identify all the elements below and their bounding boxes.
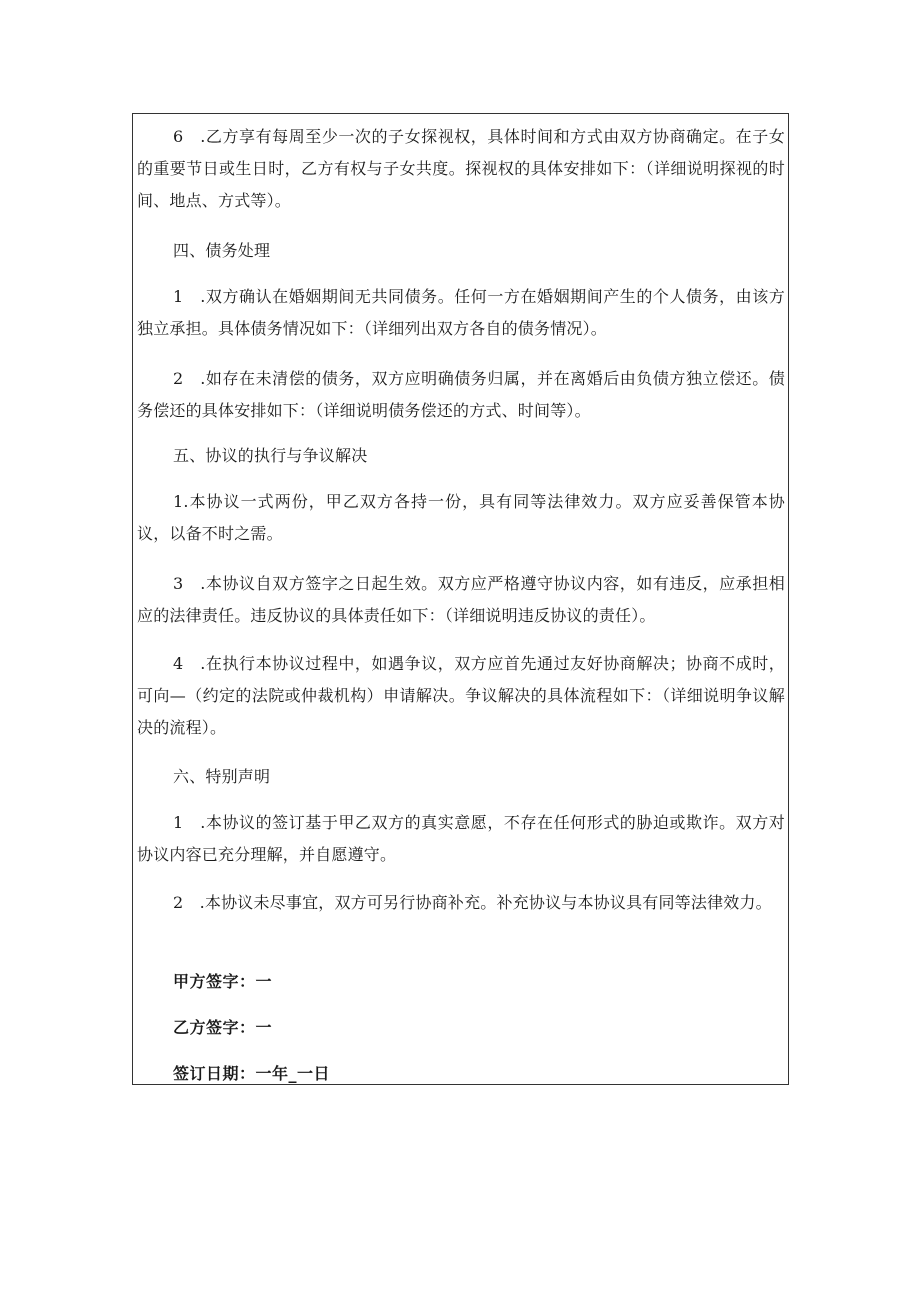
section-5-item-4: 4 .在执行本协议过程中，如遇争议，双方应首先通过友好协商解决；协商不成时，可向—（约定的法院或仲裁机构）申请解决。争议解决的具体流程如下：（详细说明争议解决的流程）。 <box>137 654 785 737</box>
party-a-signature: 甲方签字：一 <box>173 972 273 991</box>
section-6-item-1: 1 .本协议的签订基于甲乙双方的真实意愿，不存在任何形式的胁迫或欺诈。双方对协议内容已充分理解，并自愿遵守。 <box>137 813 785 864</box>
party-b-signature: 乙方签字：一 <box>173 1018 273 1037</box>
section-4-item-1: 1 .双方确认在婚姻期间无共同债务。任何一方在婚姻期间产生的个人债务，由该方独立承担。具体债务情况如下：（详细列出双方各自的债务情况）。 <box>137 287 785 338</box>
section-5-title: 五、协议的执行与争议解决 <box>173 446 368 465</box>
section-4-item-2: 2 .如存在未清偿的债务，双方应明确债务归属，并在离婚后由负债方独立偿还。债务偿还的具体安排如下：（详细说明债务偿还的方式、时间等）。 <box>137 369 785 420</box>
section-6-item-2: 2 .本协议未尽事宜，双方可另行协商补充。补充协议与本协议具有同等法律效力。 <box>173 893 772 912</box>
section-4-title: 四、债务处理 <box>173 241 271 260</box>
clause-6-visitation: 6 .乙方享有每周至少一次的子女探视权，具体时间和方式由双方协商确定。在子女的重要节日或生日时，乙方有权与子女共度。探视权的具体安排如下：（详细说明探视的时间、地点、方式等）。 <box>137 127 785 210</box>
signing-date: 签订日期：一年_一日 <box>173 1064 331 1083</box>
section-5-item-1: 1.本协议一式两份，甲乙双方各持一份，具有同等法律效力。双方应妥善保管本协议，以备不时之需。 <box>137 492 785 543</box>
section-6-title: 六、特别声明 <box>173 767 271 786</box>
section-5-item-3: 3 .本协议自双方签字之日起生效。双方应严格遵守协议内容，如有违反，应承担相应的法律责任。违反协议的具体责任如下：（详细说明违反协议的责任）。 <box>137 574 785 625</box>
